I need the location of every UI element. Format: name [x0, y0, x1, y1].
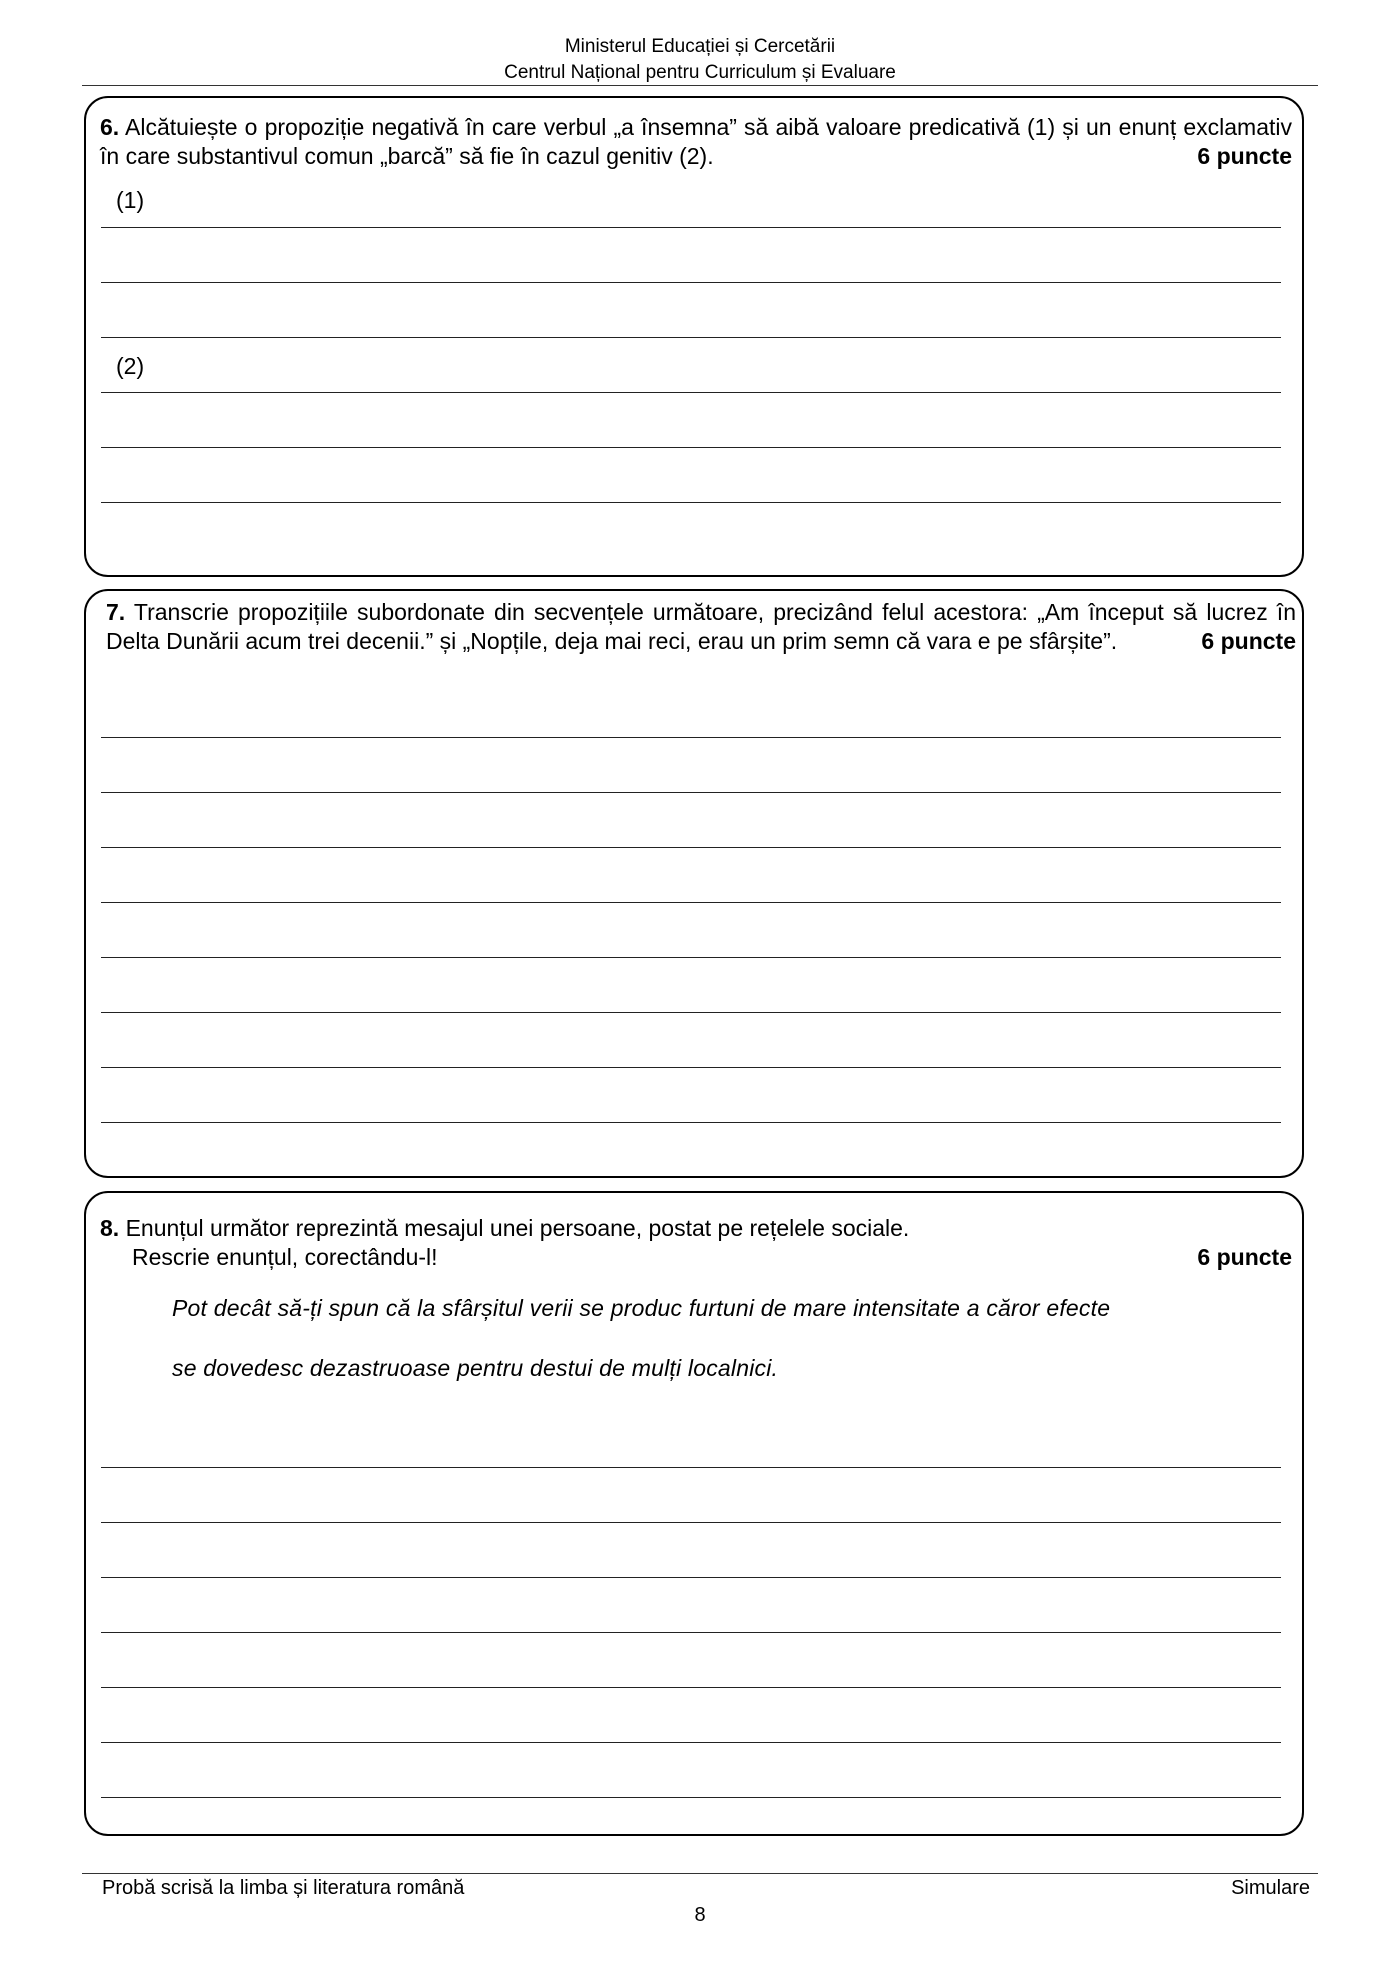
question-8-prompt: Enunțul următor reprezintă mesajul unei persoane, postat pe rețelele sociale.	[125, 1215, 910, 1241]
question-6-text	[100, 113, 1292, 171]
exam-title: Probă scrisă la limba și literatura română	[102, 1877, 465, 1899]
question-7-text	[106, 598, 1296, 656]
question-6-points: 6 puncte	[1197, 143, 1292, 169]
question-6-prompt: Alcătuiește o propoziție negativă în care verbul „a însemna” să aibă valoare predicativă (1) și un enunț exclamativ în care substantivul comun „barcă” să fie în cazul genitiv (2).	[100, 114, 1292, 169]
exam-type: Simulare	[1231, 1877, 1310, 1899]
question-7-points: 6 puncte	[1201, 628, 1296, 654]
question-6-number: 6.	[100, 114, 120, 140]
answer-line[interactable]	[101, 902, 1281, 903]
answer-label-2: (2)	[116, 353, 145, 379]
answer-line[interactable]	[101, 227, 1281, 228]
answer-line[interactable]	[101, 792, 1281, 793]
answer-line[interactable]	[101, 1742, 1281, 1743]
answer-line[interactable]	[101, 1522, 1281, 1523]
answer-line[interactable]	[101, 737, 1281, 738]
page-number: 8	[694, 1904, 706, 1926]
question-8-number: 8.	[100, 1215, 120, 1241]
answer-line[interactable]	[101, 1577, 1281, 1578]
answer-line[interactable]	[101, 1797, 1281, 1798]
answer-line[interactable]	[101, 1467, 1281, 1468]
answer-line[interactable]	[101, 1067, 1281, 1068]
answer-line[interactable]	[101, 1012, 1281, 1013]
answer-line[interactable]	[101, 847, 1281, 848]
answer-line[interactable]	[101, 282, 1281, 283]
question-7-prompt: Transcrie propozițiile subordonate din secvențele următoare, precizând felul acestora: „Am început să lucrez în Delta Dunării acum trei decenii.” și „Nopțile, deja mai reci, erau un prim semn că vara e pe sfârșite”.	[106, 599, 1296, 654]
footer-divider	[82, 1873, 1318, 1874]
answer-line[interactable]	[101, 337, 1281, 338]
quote-line-1: Pot decât să-ți spun că la sfârșitul verii se produc furtuni de mare intensitate a căror efecte	[172, 1295, 1111, 1321]
answer-line[interactable]	[101, 447, 1281, 448]
question-7-box	[84, 589, 1304, 1178]
document-header	[0, 34, 1400, 86]
center-name: Centrul Național pentru Curriculum și Evaluare	[504, 62, 896, 83]
answer-line[interactable]	[101, 957, 1281, 958]
answer-label-1: (1)	[116, 187, 145, 213]
answer-line[interactable]	[101, 502, 1281, 503]
header-divider	[82, 85, 1318, 86]
question-8-instruction: Rescrie enunțul, corectându-l!	[132, 1244, 438, 1270]
question-8-box	[84, 1191, 1304, 1836]
ministry-name: Ministerul Educației și Cercetării	[564, 36, 836, 57]
answer-line[interactable]	[101, 392, 1281, 393]
answer-line[interactable]	[101, 1632, 1281, 1633]
question-7-number: 7.	[106, 599, 126, 625]
question-8-points: 6 puncte	[1197, 1244, 1292, 1270]
quote-line-2: se dovedesc dezastruoase pentru destui de mulți localnici.	[172, 1355, 779, 1381]
answer-line[interactable]	[101, 1687, 1281, 1688]
question-8-text	[100, 1214, 1292, 1272]
answer-line[interactable]	[101, 1122, 1281, 1123]
